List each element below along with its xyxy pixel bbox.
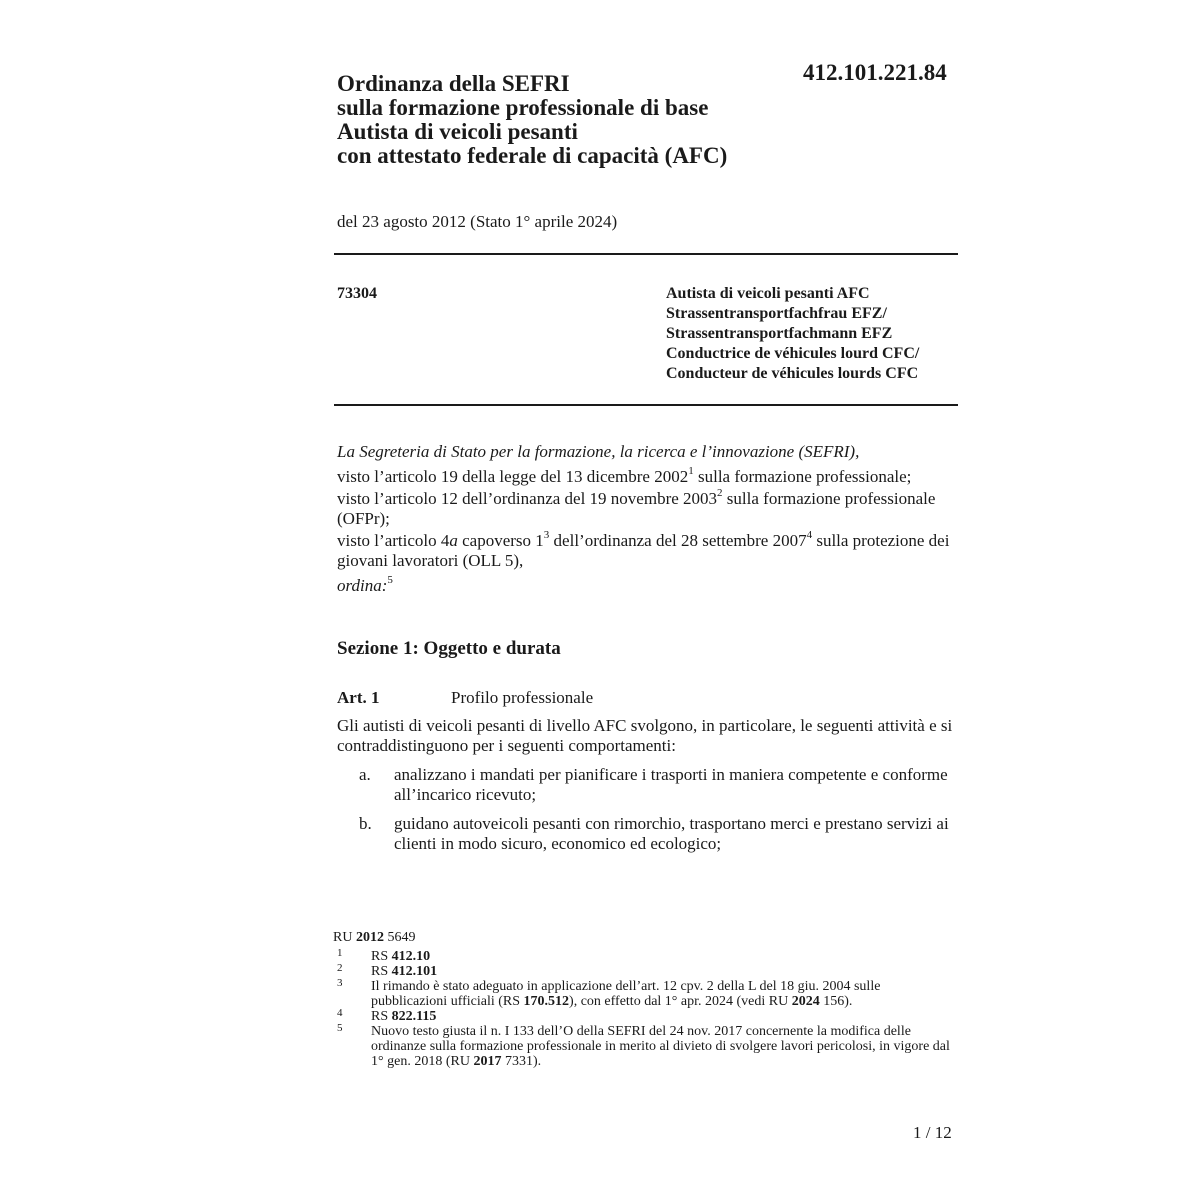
- title-line: sulla formazione professionale di base: [337, 95, 709, 120]
- article-title: Profilo professionale: [451, 688, 594, 707]
- list-marker: b.: [359, 814, 372, 833]
- divider-top: [334, 253, 958, 255]
- sr-number: 412.101.221.84: [803, 60, 947, 85]
- footnote: [333, 1009, 958, 1024]
- preamble-text: sulla formazione professionale;: [693, 467, 912, 486]
- preamble-text: sulla protezione dei giovani lavoratori (OLL 5),: [337, 531, 950, 570]
- footnote: [333, 964, 958, 979]
- list-text: guidano autoveicoli pesanti con rimorchio, trasportano merci e prestano servizi ai clienti in modo sicuro, economico ed ecologico;: [394, 814, 949, 853]
- footnote-bold: 170.512: [523, 994, 570, 1009]
- footnote-bold: 412.101: [391, 964, 438, 979]
- footnote-number: 1: [337, 947, 343, 959]
- preamble-text: visto l’articolo 4: [337, 531, 450, 550]
- preamble-paragraph: [337, 467, 962, 487]
- footnote-text: RS: [371, 964, 392, 979]
- preamble-text: visto l’articolo 19 della legge del 13 dicembre 2002: [337, 467, 689, 486]
- footnote-text: RS: [371, 1009, 392, 1024]
- footnote-ref[interactable]: 3: [543, 529, 550, 541]
- footnotes: [333, 949, 958, 1069]
- preamble-lead: La Segreteria di Stato per la formazione, la ricerca e l’innovazione (SEFRI),: [337, 442, 860, 461]
- footnote-bold: 822.115: [391, 1009, 437, 1024]
- profession-title: Strassentransportfachfrau EFZ/: [666, 305, 887, 322]
- article-intro: Gli autisti di veicoli pesanti di livello AFC svolgono, in particolare, le seguenti attività e si contraddistinguono per i seguenti comportamenti:: [337, 716, 953, 755]
- profession-title: Conductrice de véhicules lourd CFC/: [666, 345, 920, 362]
- footnote-bold: 2017: [473, 1054, 502, 1069]
- date-line: del 23 agosto 2012 (Stato 1° aprile 2024): [337, 212, 618, 231]
- preamble-text: capoverso 1: [457, 531, 544, 550]
- footnote-number: 5: [337, 1022, 343, 1034]
- article-number: Art. 1: [337, 688, 380, 707]
- footnote-text: Il rimando è stato adeguato in applicazione dell’art. 12 cpv. 2 della L del 18 giu. 2004 sulle pubblicazioni ufficiali (RS: [371, 979, 881, 1009]
- footnote-text: ), con effetto dal 1° apr. 2024 (vedi RU: [569, 994, 792, 1009]
- list-text: analizzano i mandati per pianificare i trasporti in maniera competente e conforme all’incarico ricevuto;: [394, 765, 948, 804]
- preamble-text: a: [449, 531, 458, 550]
- list-marker: a.: [359, 765, 371, 784]
- footnote-bold: 412.10: [391, 949, 431, 964]
- footnote-text: RS: [371, 949, 392, 964]
- footnote-text: 7331).: [501, 1054, 542, 1069]
- ru-year: 2012: [355, 930, 384, 945]
- title-line: Ordinanza della SEFRI: [337, 71, 570, 96]
- preamble-paragraph: [337, 489, 962, 529]
- preamble-text: dell’ordinanza del 28 settembre 2007: [549, 531, 807, 550]
- ru-reference: [333, 930, 415, 946]
- footnote-ref[interactable]: 4: [806, 529, 813, 541]
- profession-titles: [666, 284, 919, 384]
- ru-page: 5649: [383, 930, 416, 945]
- footnote: [333, 979, 958, 1009]
- profession-code: 73304: [337, 285, 377, 302]
- footnote-text: Nuovo testo giusta il n. I 133 dell’O della SEFRI del 24 nov. 2017 concernente la modifica delle ordinanze sulla formazione professionale in merito al divieto di svolgere lavori pericolosi, in vigore dal 1° gen. 2018 (RU: [371, 1024, 950, 1069]
- footnote: [333, 1024, 958, 1069]
- footnote-ref[interactable]: 1: [688, 465, 694, 477]
- section-heading: Sezione 1: Oggetto e durata: [337, 638, 561, 659]
- preamble-text: sulla formazione professionale (OFPr);: [337, 489, 936, 528]
- profession-title: Conducteur de véhicules lourds CFC: [666, 365, 919, 382]
- footnote: [333, 949, 958, 964]
- ru-prefix: RU: [333, 930, 356, 945]
- page-number: 1 / 12: [913, 1123, 952, 1142]
- footnote-number: 4: [337, 1007, 343, 1019]
- footnote-number: 3: [337, 977, 343, 989]
- footnote-ref[interactable]: 5: [387, 574, 393, 586]
- profession-title: Strassentransportfachmann EFZ: [666, 325, 893, 342]
- preamble: [337, 442, 962, 596]
- ordina-text: ordina:: [337, 576, 388, 595]
- preamble-text: visto l’articolo 12 dell’ordinanza del 19 novembre 2003: [337, 489, 718, 508]
- footnote-number: 2: [337, 962, 343, 974]
- footnote-text: 156).: [819, 994, 853, 1009]
- title-line: Autista di veicoli pesanti: [337, 119, 578, 144]
- divider-bottom: [334, 404, 958, 406]
- preamble-ordina: [337, 576, 962, 596]
- title-line: con attestato federale di capacità (AFC): [337, 143, 728, 168]
- document-title: [337, 72, 807, 168]
- profession-title: Autista di veicoli pesanti AFC: [666, 285, 870, 302]
- preamble-paragraph: [337, 531, 962, 571]
- footnote-ref[interactable]: 2: [717, 487, 723, 499]
- footnote-bold: 2024: [791, 994, 820, 1009]
